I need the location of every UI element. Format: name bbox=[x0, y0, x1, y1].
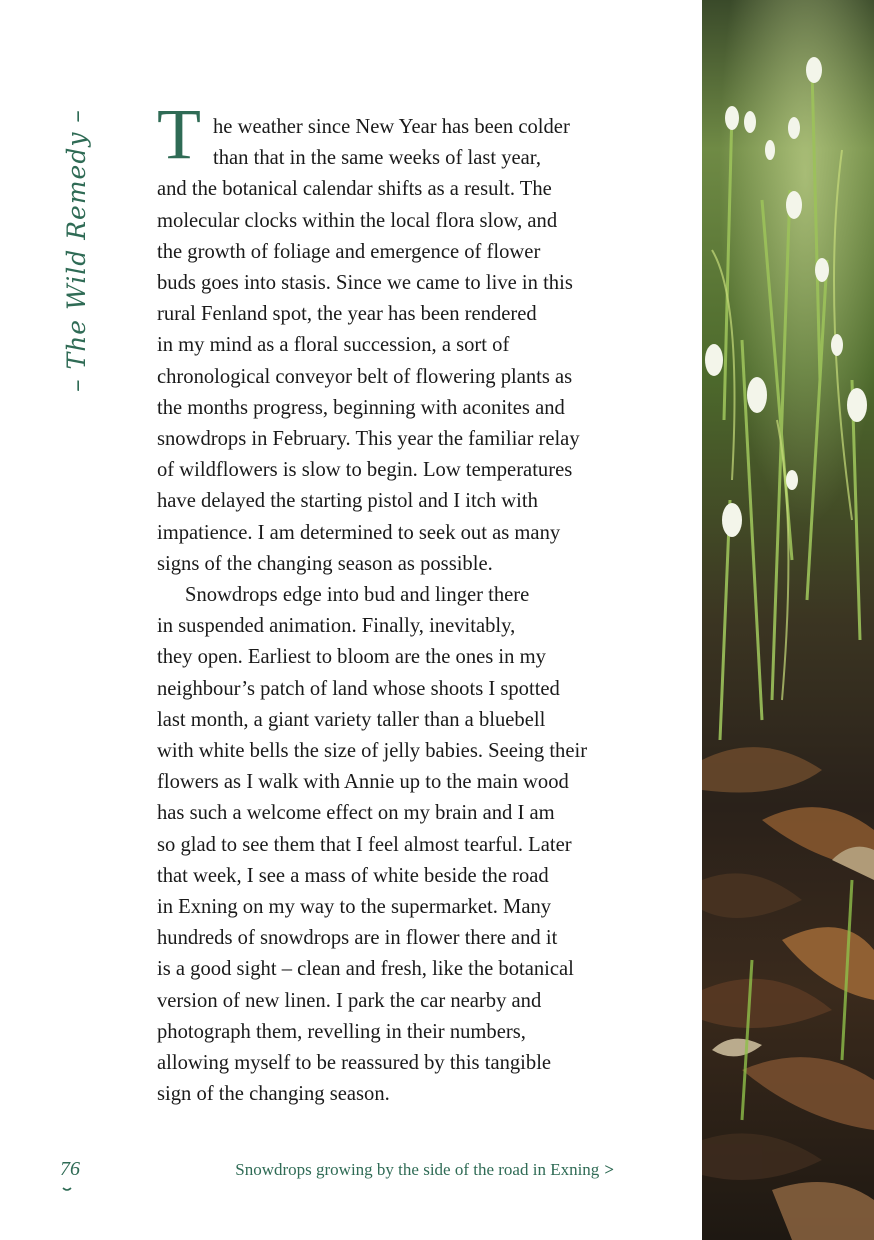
text-line: and the botanical calendar shifts as a result. The bbox=[157, 178, 552, 201]
text-line: buds goes into stasis. Since we came to live in this bbox=[157, 272, 573, 295]
text-line: the months progress, beginning with aconites and bbox=[157, 396, 565, 419]
text-line: in Exning on my way to the supermarket. Many bbox=[157, 896, 552, 919]
text-line: chronological conveyor belt of flowering plants as bbox=[157, 365, 573, 388]
text-line: hundreds of snowdrops are in flower there and it bbox=[157, 927, 558, 950]
running-title bbox=[52, 100, 100, 400]
text-line: he weather since New Year has been colder bbox=[213, 116, 570, 138]
text-line: snowdrops in February. This year the familiar relay bbox=[157, 428, 580, 451]
text-line: they open. Earliest to bloom are the ones in my bbox=[157, 646, 546, 669]
text-line: of wildflowers is slow to begin. Low temperatures bbox=[157, 459, 573, 482]
caption-text: Snowdrops growing by the side of the road in Exning bbox=[235, 1160, 600, 1179]
page-number: 76 bbox=[60, 1158, 80, 1180]
text-line: signs of the changing season as possible. bbox=[157, 552, 493, 575]
photo-caption bbox=[235, 1160, 614, 1180]
folio-flourish-icon bbox=[61, 1185, 73, 1195]
text-line: allowing myself to be reassured by this tangible bbox=[157, 1052, 552, 1075]
snowdrops-photo bbox=[702, 0, 874, 1240]
drop-cap: T bbox=[157, 94, 201, 174]
text-line: have delayed the starting pistol and I itch with bbox=[157, 490, 538, 513]
text-line: sign of the changing season. bbox=[157, 1083, 390, 1106]
text-line: impatience. I am determined to seek out as many bbox=[157, 521, 561, 544]
text-line: has such a welcome effect on my brain and I am bbox=[157, 802, 555, 825]
text-line: than that in the same weeks of last year, bbox=[213, 147, 541, 170]
text-line: so glad to see them that I feel almost tearful. Later bbox=[157, 833, 572, 856]
text-line: that week, I see a mass of white beside the road bbox=[157, 864, 549, 887]
running-title-text: – The Wild Remedy – bbox=[61, 108, 91, 392]
text-line: in suspended animation. Finally, inevitably, bbox=[157, 615, 516, 638]
text-line: with white bells the size of jelly babies. Seeing their bbox=[157, 740, 588, 763]
body-text bbox=[157, 94, 627, 1111]
text-line: last month, a giant variety taller than a bluebell bbox=[157, 708, 546, 731]
text-line: neighbour’s patch of land whose shoots I spotted bbox=[157, 677, 560, 700]
caption-arrow-icon: > bbox=[604, 1160, 614, 1179]
text-line: flowers as I walk with Annie up to the main wood bbox=[157, 771, 569, 794]
text-line: photograph them, revelling in their numbers, bbox=[157, 1020, 526, 1043]
text-line: is a good sight – clean and fresh, like the botanical bbox=[157, 958, 574, 981]
snowdrops-photo-image bbox=[702, 0, 874, 1240]
text-line: version of new linen. I park the car nearby and bbox=[157, 989, 542, 1012]
text-line: the growth of foliage and emergence of flower bbox=[157, 240, 541, 263]
text-line: molecular clocks within the local flora slow, and bbox=[157, 209, 558, 232]
text-line: rural Fenland spot, the year has been rendered bbox=[157, 303, 537, 326]
text-line: in my mind as a floral succession, a sort of bbox=[157, 334, 510, 357]
text-line: Snowdrops edge into bud and linger there bbox=[185, 584, 530, 607]
